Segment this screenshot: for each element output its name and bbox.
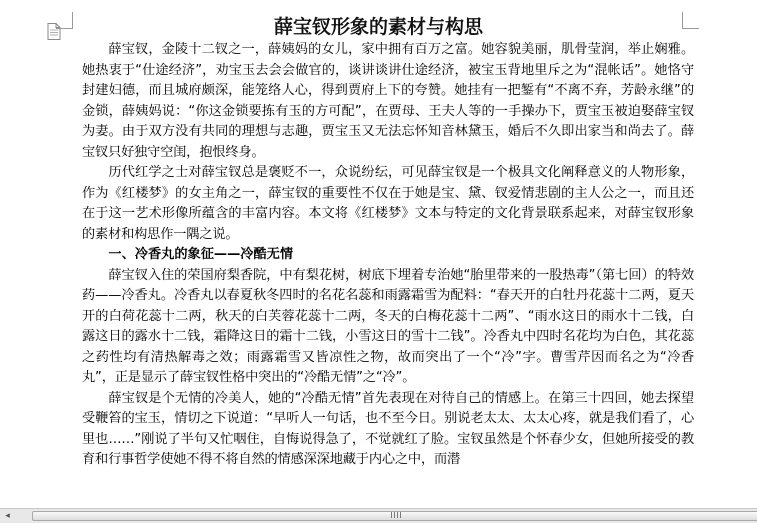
document-title[interactable]: 薛宝钗形象的素材与构思	[273, 16, 483, 38]
scroll-left-arrow-icon[interactable]: ◂	[5, 511, 10, 521]
section-heading[interactable]: 一、冷香丸的象征——冷酷无情	[108, 247, 294, 262]
document-body[interactable]	[82, 40, 694, 471]
paragraph[interactable]: 薛宝钗，金陵十二钗之一，薛姨妈的女儿，家中拥有百万之富。她容貌美丽，肌骨莹润，举止娴雅。她热衷于“仕途经济”，劝宝玉去会会做官的，谈讲谈讲仕途经济，被宝玉背地里斥之为“混帐话”。她恪守封建妇德，而且城府颇深，能笼络人心，得到贾府上下的夸赞。她挂有一把錾有“不离不弃，芳龄永继”的金锁，薛姨妈说：“你这金锁要拣有玉的方可配”，在贾母、王夫人等的一手操办下，贾宝玉被迫娶薛宝钗为妻。由于双方没有共同的理想与志趣，贾宝玉又无法忘怀知音林黛玉，婚后不久即出家当和尚去了。薛宝钗只好独守空闺，抱恨终身。	[82, 42, 694, 160]
horizontal-scrollbar[interactable]	[0, 508, 757, 523]
grip-icon	[391, 512, 401, 518]
paragraph[interactable]: 历代红学之士对薛宝钗总是褒贬不一，众说纷纭，可见薛宝钗是一个极具文化阐释意义的人物形象，作为《红楼梦》的女主角之一，薛宝钗的重要性不仅在于她是宝、黛、钗爱情悲剧的主人公之一，而且还在于这一艺术形像所蕴含的丰富内容。本文将《红楼梦》文本与特定的文化背景联系起来，对薛宝钗形象的素材和构思作一隅之说。	[82, 165, 694, 242]
paragraph[interactable]: 薛宝钗是个无情的冷美人，她的“冷酷无情”首先表现在对待自己的情感上。在第三十四回，她去探望受鞭笞的宝玉，情切之下说道：“早听人一句话，也不至今日。别说老太太、太太心疼，就是我们看了，心里也……”刚说了半句又忙咽住，自悔说得急了，不觉就红了脸。宝钗虽然是个怀春少女，但她所接受的教育和行事哲学使她不得不将自然的情感深深地藏于内心之中，而潜	[82, 390, 694, 467]
paragraph[interactable]: 薛宝钗入住的荣国府梨香院，中有梨花树，树底下埋着专治她“胎里带来的一股热毒”（第七回）的特效药——冷香丸。冷香丸以春夏秋冬四时的名花名蕊和雨露霜雪为配料：“春天开的白牡丹花蕊十二两，夏天开的白荷花蕊十二两，秋天的白芙蓉花蕊十二两，冬天的白梅花蕊十二两”、“雨水这日的雨水十二钱，白露这日的露水十二钱，霜降这日的霜十二钱，小雪这日的雪十二钱”。冷香丸中四时名花均为白色，其花蕊之药性均有清热解毒之效；雨露霜雪又皆凉性之物，故而突出了一个“冷”字。曹雪芹因而名之为“冷香丸”，正是显示了薛宝钗性格中突出的“冷酷无情”之“冷”。	[82, 267, 694, 385]
